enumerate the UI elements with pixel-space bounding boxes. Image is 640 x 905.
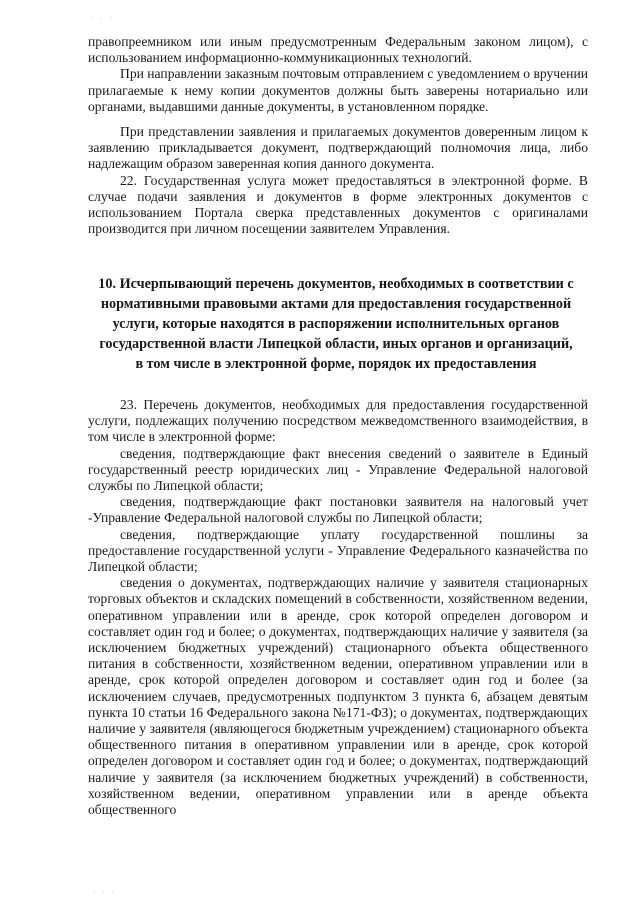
intro-paragraph-3: При представлении заявления и прилагаемых документов доверенным лицом к заявлению прикладывается документ, подтверждающий полномочия лица, либо надлежащим образом заверенная копия данного документа. xyxy=(88,124,588,172)
documents-list-block xyxy=(88,397,588,818)
section-heading: 10. Исчерпывающий перечень документов, необходимых в соответствии с нормативными правовыми актами для предоставления государственной услуги, которые находятся в распоряжении исполнительных органов государственной власти Липецкой области, иных органов и организаций, в том числе в электронной форме, порядок их предоставления xyxy=(98,276,574,372)
intro-paragraph-4: 22. Государственная услуга может предоставляться в электронной форме. В случае подачи заявления и документов в форме электронных документов с использованием Портала сверка представленных документов с оригиналами производится при личном посещении заявителем Управления. xyxy=(88,172,588,237)
list-paragraph-4: сведения, подтверждающие уплату государственной пошлины за предоставление государственной услуги - Управление Федерального казначейства по Липецкой области; xyxy=(88,526,588,575)
scan-artifact-icon: · · · xyxy=(90,14,115,24)
list-paragraph-3: сведения, подтверждающие факт постановки заявителя на налоговый учет -Управление Федеральной налоговой службы по Липецкой области; xyxy=(88,494,588,526)
intro-paragraph-2: При направлении заказным почтовым отправлением с уведомлением о вручении прилагаемые к нему копии документов должны быть заверены нотариально или органами, выдавшими данные документы, в установленном порядке. xyxy=(88,66,588,114)
list-paragraph-5: сведения о документах, подтверждающих наличие у заявителя стационарных торговых объектов и складских помещений в собственности, хозяйственном ведении, оперативном управлении или в аренде, срок которой определен договором и составляет один год и более; о документах, подтверждающих наличие у заявителя (за исключением бюджетных учреждений) стационарного объекта общественного питания в собственности, хозяйственном ведении, оперативном управлении или в аренде, срок которой определен договором и составляет один год и более (за исключением случаев, предусмотренных подпунктом 3 пункта 6, абзацем девятым пункта 10 статьи 16 Федерального закона №171-ФЗ); о документах, подтверждающих наличие у заявителя (являющегося бюджетным учреждением) стационарного объекта общественного питания в оперативном управлении или в аренде, срок которой определен договором и составляет один год и более; о документах, подтверждающий наличие у заявителя (за исключением бюджетных учреждений) в собственности, хозяйственном ведении, оперативном управлении или в аренде объекта общественного xyxy=(88,575,588,818)
list-paragraph-2: сведения, подтверждающие факт внесения сведений о заявителе в Единый государственный реестр юридических лиц - Управление Федеральной налоговой службы по Липецкой области; xyxy=(88,445,588,494)
intro-text-block xyxy=(88,34,588,237)
list-paragraph-1: 23. Перечень документов, необходимых для предоставления государственной услуги, подлежащих получению посредством межведомственного взаимодействия, в том числе в электронной форме: xyxy=(88,397,588,445)
scan-artifact-bottom-icon: · · · xyxy=(92,888,117,898)
intro-paragraph-1: правопреемником или иным предусмотренным Федеральным законом лицом), с использованием информационно-коммуникационных технологий. xyxy=(88,34,588,66)
